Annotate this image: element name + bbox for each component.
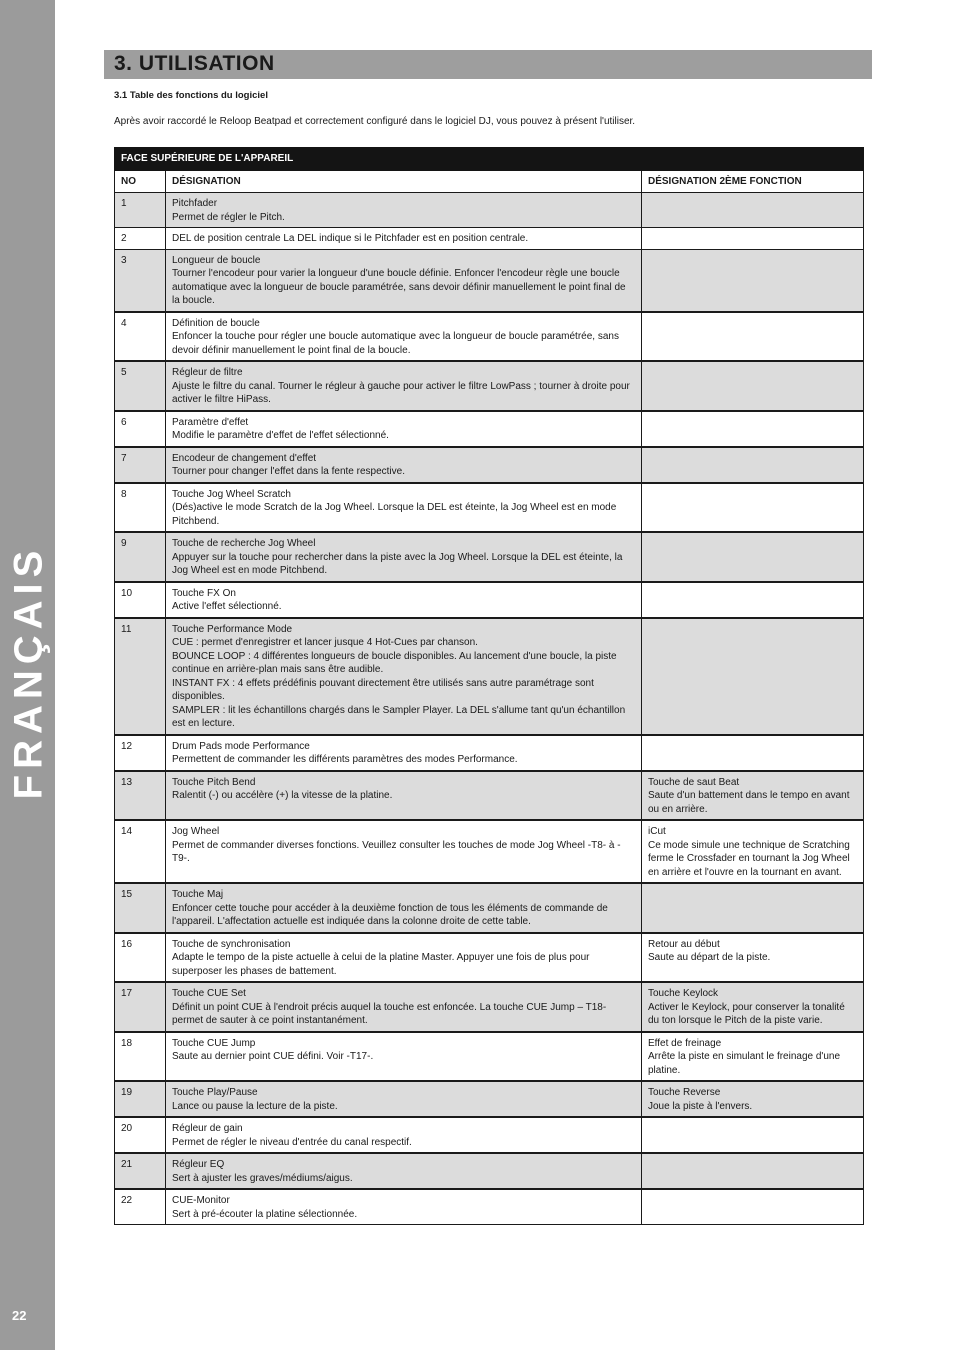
designation-name: Régleur EQ (172, 1159, 225, 1170)
section-header-bar (104, 50, 872, 79)
designation-name: Encodeur de changement d'effet (172, 452, 317, 464)
designation-description: Permet de régler le niveau d'entrée du canal respectif. (172, 1136, 412, 1148)
row-second-function (642, 1032, 864, 1082)
row-number: 20 (115, 1117, 166, 1153)
row-second-function (642, 249, 864, 312)
row-number: 7 (115, 447, 166, 483)
designation-name: Drum Pads mode Performance (172, 740, 310, 752)
table-row (115, 735, 864, 771)
row-designation (166, 532, 642, 582)
row-number: 15 (115, 883, 166, 933)
second-function-text: Touche Keylock Activer le Keylock, pour conserver la tonalité du ton lorsque le Pitch de la piste varie. (648, 988, 845, 1026)
table-row (115, 771, 864, 821)
row-designation (166, 582, 642, 618)
designation-name: Touche FX On (172, 587, 236, 599)
designation-name: Pitchfader (172, 198, 218, 209)
row-number: 18 (115, 1032, 166, 1082)
header-second-function: DÉSIGNATION 2ÈME FONCTION (642, 170, 864, 193)
designation-name: Touche Maj (172, 889, 224, 900)
designation-description: Définit un point CUE à l'endroit précis auquel la touche est enfoncée. La touche CUE Jump – T18- permet de sauter à ce point instantanément. (172, 1001, 607, 1026)
designation-description: Sert à ajuster les graves/médiums/aigus. (172, 1172, 353, 1184)
language-label: FRANÇAIS (6, 544, 51, 800)
designation-name: Régleur de filtre (172, 367, 243, 378)
row-number: 19 (115, 1081, 166, 1117)
row-second-function (642, 1153, 864, 1189)
designation-description: CUE : permet d'enregistrer et lancer jusque 4 Hot-Cues par chanson. BOUNCE LOOP : 4 différentes longueurs de boucle disponibles. Au lancement d'une boucle, la piste continue en arrière-plan mais sans être audible. INSTANT FX : 4 effets prédéfinis pouvant directement être utilisés sans autre paramétrage sont disponibles. SAMPLER : lit les échantillons chargés dans le Sampler Player. La DEL s'allume tant qu'un échantillon est en lecture. (172, 637, 626, 729)
row-second-function (642, 228, 864, 250)
designation-name: Touche de recherche Jog Wheel (172, 538, 316, 549)
designation-name: Régleur de gain (172, 1123, 243, 1134)
row-designation (166, 1032, 642, 1082)
designation-name: Touche Pitch Bend (172, 776, 256, 788)
table-row (115, 447, 864, 483)
table-row (115, 933, 864, 983)
row-designation (166, 312, 642, 362)
row-designation (166, 1081, 642, 1117)
subsection-heading: 3.1 Table des fonctions du logiciel (114, 90, 268, 101)
designation-name: Touche Play/Pause (172, 1087, 258, 1098)
row-designation (166, 361, 642, 411)
row-designation (166, 933, 642, 983)
row-designation (166, 447, 642, 483)
table-body (115, 193, 864, 1225)
designation-description: Permet de commander diverses fonctions. Veuillez consulter les touches de mode Jog Wheel -T8- à -T9-. (172, 839, 621, 864)
table-header-row (115, 170, 864, 193)
row-second-function (642, 447, 864, 483)
table-row (115, 618, 864, 735)
row-second-function (642, 193, 864, 228)
designation-description: Ralentit (-) ou accélère (+) la vitesse de la platine. (172, 790, 393, 801)
designation-description: Adapte le tempo de la piste actuelle à celui de la platine Master. Appuyer une fois de plus pour superposer les phases de battement. (172, 952, 590, 977)
table-row (115, 1117, 864, 1153)
row-second-function (642, 1081, 864, 1117)
header-designation: DÉSIGNATION (166, 170, 642, 193)
row-second-function (642, 618, 864, 735)
designation-name: Touche Performance Mode (172, 623, 293, 635)
designation-description: Lance ou pause la lecture de la piste. (172, 1100, 338, 1112)
row-number: 13 (115, 771, 166, 821)
designation-name: Longueur de boucle (172, 254, 261, 266)
designation-description: Ajuste le filtre du canal. Tourner le régleur à gauche pour activer le filtre LowPass ; tourner à droite pour activer le filtre HiPass. (172, 380, 630, 405)
table-row (115, 361, 864, 411)
row-number: 21 (115, 1153, 166, 1189)
table-row (115, 312, 864, 362)
designation-description: Modifie le paramètre d'effet de l'effet sélectionné. (172, 430, 389, 441)
designation-name: Touche Jog Wheel Scratch (172, 488, 291, 500)
designation-description: Active l'effet sélectionné. (172, 601, 282, 612)
designation-name: Touche CUE Jump (172, 1037, 256, 1049)
row-second-function (642, 883, 864, 933)
functions-table (114, 147, 864, 1225)
row-designation (166, 883, 642, 933)
page-number: 22 (12, 1308, 27, 1323)
row-designation (166, 771, 642, 821)
table-row (115, 193, 864, 228)
row-number: 1 (115, 193, 166, 228)
table-row (115, 1153, 864, 1189)
row-number: 4 (115, 312, 166, 362)
row-number: 22 (115, 1189, 166, 1225)
row-second-function (642, 582, 864, 618)
designation-name: Touche CUE Set (172, 988, 246, 999)
row-second-function (642, 771, 864, 821)
designation-description: Tourner l'encodeur pour varier la longueur d'une boucle définie. Enfoncer l'encodeur règle une boucle automatique avec la longueur de boucle paramétrée, sans devoir définir manuellement le point final de la boucle. (172, 268, 626, 306)
row-second-function (642, 312, 864, 362)
designation-description: Tourner pour changer l'effet dans la fente respective. (172, 466, 405, 477)
row-second-function (642, 411, 864, 447)
designation-description: (Dés)active le mode Scratch de la Jog Wheel. Lorsque la DEL est éteinte, la Jog Wheel est en mode Pitchbend. (172, 502, 617, 527)
designation-description: Sert à pré-écouter la platine sélectionnée. (172, 1208, 358, 1220)
row-second-function (642, 483, 864, 533)
intro-paragraph: Après avoir raccordé le Reloop Beatpad et correctement configuré dans le logiciel DJ, vous pouvez à présent l'utiliser. (114, 116, 636, 127)
row-number: 5 (115, 361, 166, 411)
designation-description: Appuyer sur la touche pour rechercher dans la piste avec la Jog Wheel. Lorsque la DEL est éteinte, la Jog Wheel est en mode Pitchbend. (172, 551, 623, 576)
second-function-text: Effet de freinage Arrête la piste en simulant le freinage d'une platine. (648, 1037, 841, 1076)
row-number: 6 (115, 411, 166, 447)
row-designation (166, 249, 642, 312)
row-designation (166, 483, 642, 533)
row-number: 12 (115, 735, 166, 771)
designation-description: Permettent de commander les différents paramètres des modes Performance. (172, 754, 518, 765)
designation-description: Saute au dernier point CUE défini. Voir -T17-. (172, 1051, 374, 1062)
row-number: 16 (115, 933, 166, 983)
table-row (115, 883, 864, 933)
designation-name: Définition de boucle (172, 317, 260, 329)
table-row (115, 249, 864, 312)
row-number: 9 (115, 532, 166, 582)
table-row (115, 411, 864, 447)
row-number: 10 (115, 582, 166, 618)
row-designation (166, 1153, 642, 1189)
row-number: 14 (115, 820, 166, 883)
designation-name: Touche de synchronisation (172, 938, 291, 950)
designation-description: Enfoncer la touche pour régler une boucle automatique avec la longueur de boucle paramétrée, sans devoir définir manuellement le point final de la boucle. (172, 331, 619, 356)
row-number: 3 (115, 249, 166, 312)
row-second-function (642, 982, 864, 1032)
row-designation (166, 735, 642, 771)
second-function-text: Retour au début Saute au départ de la piste. (648, 938, 771, 963)
row-second-function (642, 1117, 864, 1153)
table-banner: FACE SUPÉRIEURE DE L'APPAREIL (115, 148, 864, 171)
table-row (115, 228, 864, 250)
designation-name: Jog Wheel (172, 826, 220, 837)
table-row (115, 1081, 864, 1117)
row-second-function (642, 820, 864, 883)
row-designation (166, 1117, 642, 1153)
table-row (115, 532, 864, 582)
row-second-function (642, 1189, 864, 1225)
row-designation (166, 1189, 642, 1225)
row-number: 17 (115, 982, 166, 1032)
row-second-function (642, 933, 864, 983)
table-banner-row (115, 148, 864, 171)
row-designation (166, 982, 642, 1032)
section-title: 3. UTILISATION (114, 52, 275, 75)
designation-description: Enfoncer cette touche pour accéder à la deuxième fonction de tous les éléments de commande de l'appareil. L'affectation actuelle est indiquée dans la colonne droite de cette table. (172, 902, 608, 927)
row-number: 11 (115, 618, 166, 735)
row-designation (166, 411, 642, 447)
second-function-text: Touche de saut Beat Saute d'un battement dans le tempo en avant ou en arrière. (648, 776, 850, 815)
designation-name: Paramètre d'effet (172, 416, 249, 428)
table-row (115, 1032, 864, 1082)
row-number: 8 (115, 483, 166, 533)
row-second-function (642, 532, 864, 582)
row-second-function (642, 735, 864, 771)
row-second-function (642, 361, 864, 411)
language-sidebar (0, 0, 55, 1350)
designation-name: CUE-Monitor (172, 1195, 230, 1206)
row-number: 2 (115, 228, 166, 250)
designation-name: DEL de position centrale La DEL indique si le Pitchfader est en position centrale. (172, 233, 529, 244)
header-no: NO (115, 170, 166, 193)
second-function-text: Touche Reverse Joue la piste à l'envers. (648, 1087, 753, 1112)
row-designation (166, 820, 642, 883)
row-designation (166, 618, 642, 735)
table-row (115, 820, 864, 883)
designation-description: Permet de régler le Pitch. (172, 211, 285, 223)
row-designation (166, 228, 642, 250)
table-row (115, 982, 864, 1032)
table-row (115, 1189, 864, 1225)
table-row (115, 483, 864, 533)
row-designation (166, 193, 642, 228)
table-row (115, 582, 864, 618)
second-function-text: iCut Ce mode simule une technique de Scratching ferme le Crossfader en tournant la Jog Wheel en arrière et l'ouvre en la tournant en avant. (648, 826, 850, 878)
